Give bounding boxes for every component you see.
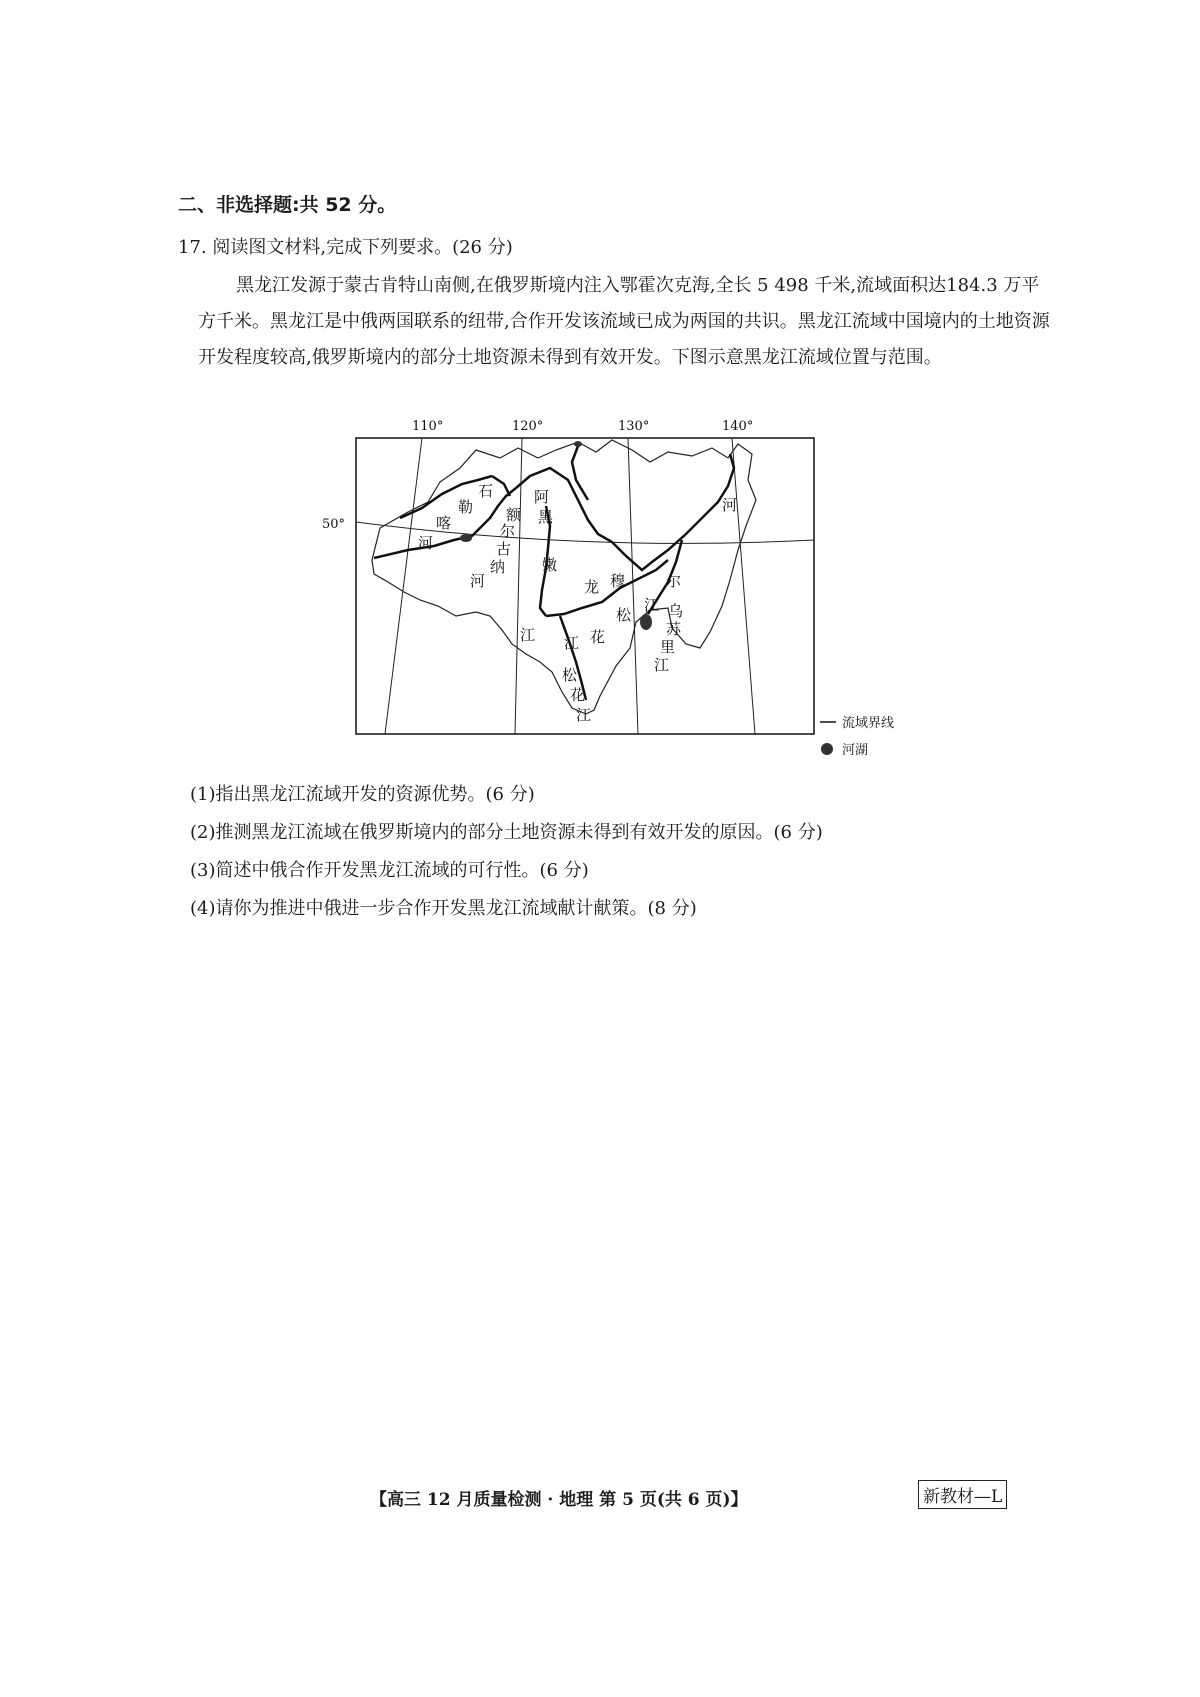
label-amur-3: 龙 — [584, 578, 600, 596]
label-nen-2: 江 — [520, 626, 536, 644]
subquestion-2: (2)推测黑龙江流域在俄罗斯境内的部分土地资源未得到有效开发的原因。(6 分) — [190, 822, 823, 843]
label-shilka-3: 喀 — [436, 514, 452, 532]
label-he-east: 河 — [722, 496, 738, 514]
label-songhua-4: 花 — [590, 628, 606, 646]
label-usuri-1: 乌 — [668, 602, 684, 620]
label-argun-1: 额 — [506, 506, 522, 524]
lon-label-140: 140° — [722, 419, 754, 434]
lake-xingkai — [640, 614, 652, 630]
lake-hulun — [460, 534, 472, 542]
label-shilka-2: 勒 — [458, 498, 474, 516]
subquestion-4: (4)请你为推进中俄进一步合作开发黑龙江流域献计献策。(8 分) — [190, 898, 697, 919]
subquestion-1: (1)指出黑龙江流域开发的资源优势。(6 分) — [190, 784, 535, 805]
meridian-130 — [628, 438, 638, 734]
legend-lake-symbol — [821, 743, 833, 755]
question-paragraph — [198, 268, 1053, 376]
label-argun-3: 古 — [496, 540, 512, 558]
legend-lake-label: 河湖 — [842, 743, 869, 758]
label-usuri-3: 里 — [660, 638, 676, 656]
label-mur-2: 尔 — [666, 572, 682, 590]
label-argun-2: 尔 — [500, 522, 516, 540]
label-argun-4: 纳 — [490, 558, 506, 576]
section-title: 二、非选择题:共 52 分。 — [178, 194, 397, 216]
label-usuri-2: 苏 — [666, 620, 682, 638]
label-songhua-3: 江 — [576, 706, 592, 724]
meridian-110 — [385, 438, 422, 734]
lake-upper — [574, 441, 582, 447]
lon-label-130: 130° — [618, 419, 650, 434]
label-mur-1: 穆 — [610, 572, 626, 590]
label-argun-5: 河 — [470, 572, 486, 590]
lat-label-50: 50° — [322, 517, 346, 532]
label-jiang-east: 江 — [644, 596, 660, 614]
question-intro: 17. 阅读图文材料,完成下列要求。(26 分) — [178, 237, 513, 258]
label-shilka-4: 河 — [418, 534, 434, 552]
lon-label-120: 120° — [512, 419, 544, 434]
label-nen-1: 嫩 — [542, 556, 558, 574]
lon-label-110: 110° — [412, 419, 444, 434]
meridian-140 — [732, 438, 755, 734]
subquestion-3: (3)简述中俄合作开发黑龙江流域的可行性。(6 分) — [190, 860, 589, 881]
label-songhua-6: 松 — [616, 606, 632, 624]
label-amur-2: 黑 — [538, 508, 554, 526]
amur-basin-map — [322, 410, 820, 775]
label-shilka-1: 石 — [478, 482, 494, 500]
label-songhua-1: 松 — [562, 666, 578, 684]
footer-edition-tag: 新教材—L — [918, 1480, 1007, 1509]
legend-boundary-label: 流域界线 — [842, 716, 895, 731]
label-amur-1: 阿 — [534, 488, 550, 506]
label-songhua-5: 江 — [564, 634, 580, 652]
label-usuri-4: 江 — [654, 656, 670, 674]
label-songhua-2: 花 — [570, 686, 586, 704]
argun-river — [492, 476, 510, 496]
map-legend — [818, 712, 928, 762]
footer-page-info: 【高三 12 月质量检测 · 地理 第 5 页(共 6 页)】 — [370, 1490, 748, 1510]
paragraph-text: 黑龙江发源于蒙古肯特山南侧,在俄罗斯境内注入鄂霍次克海,全长 5 498 千米,流域面积达184.3 万平方千米。黑龙江是中俄两国联系的纽带,合作开发该流域已成为两国的共识。黑龙江流域中国境内的土地资源开发程度较高,俄罗斯境内的部分土地资源未得到有效开发。下图示意黑龙江流域位置与范围。 — [198, 275, 1050, 368]
